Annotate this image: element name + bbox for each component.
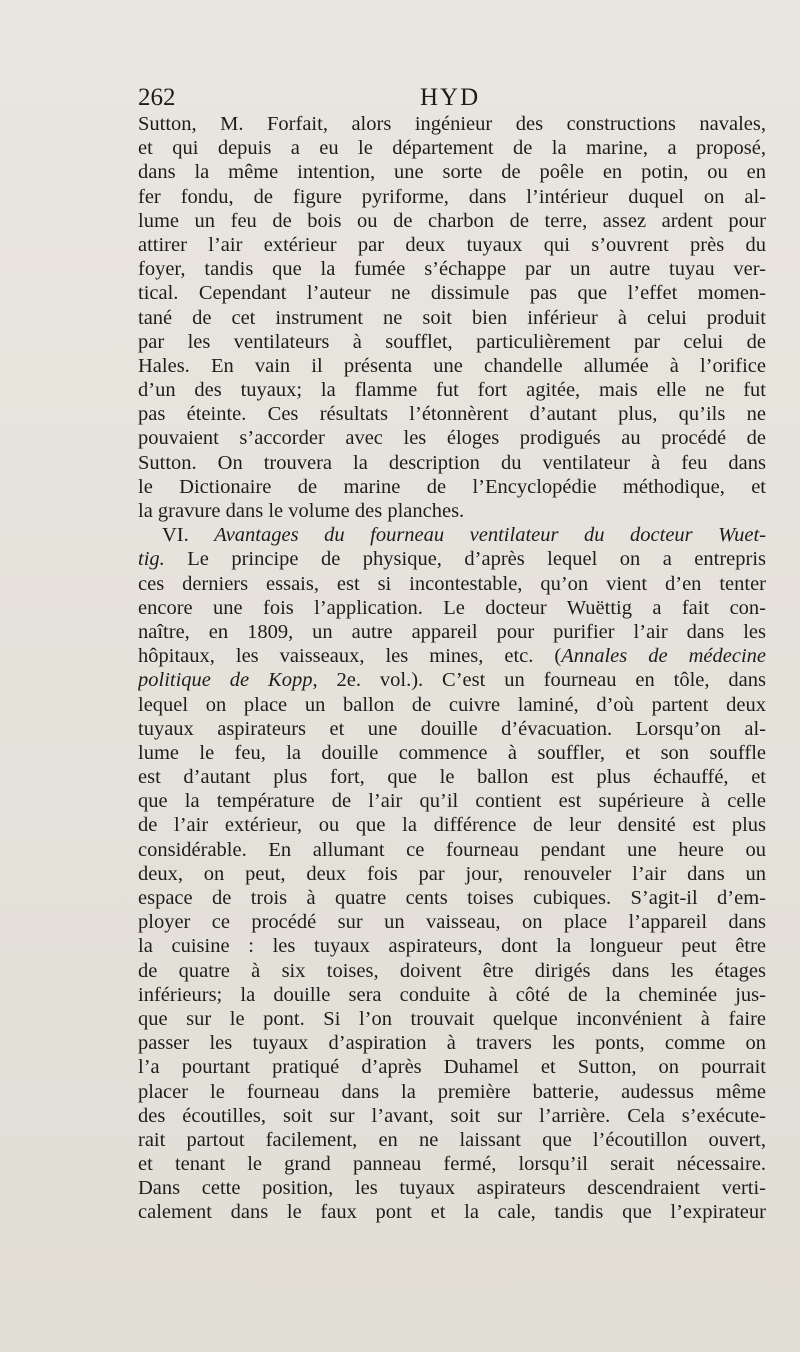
body-line: pouvaient s’accorder avec les éloges prodigués au procédé de [138,427,766,450]
body-line: espace de trois à quatre cents toises cubiques. S’agit-il d’em- [138,887,766,909]
body-line: la gravure dans le volume des planches. [138,500,465,522]
body-text [138,112,766,1225]
body-line: de l’air extérieur, ou que la différence de leur densité est plus [138,814,766,837]
body-line: naître, en 1809, un autre appareil pour purifier l’air dans les [138,620,766,643]
body-line: pas éteinte. Ces résultats l’étonnèrent d’autant plus, qu’ils ne [138,403,766,426]
body-line: Sutton, M. Forfait, alors ingénieur des constructions navales, [138,113,766,135]
citation-italic: Annales de médecine [561,645,766,668]
paragraph-wuettig [138,572,766,669]
body-line: considérable. En allumant ce fourneau pendant une heure ou [138,838,766,861]
body-line: dans la même intention, une sorte de poêle en potin, ou en [138,161,766,184]
page-number: 262 [138,84,176,111]
paragraph-ventilation [138,112,766,523]
body-line: placer le fourneau dans la première batterie, audessus même [138,1080,766,1103]
body-line-text: hôpitaux, les vaisseaux, les mines, etc. ( [138,645,562,668]
body-line: rait partout facilement, en ne laissant que l’écoutillon ouvert, [138,1128,766,1151]
body-line: des écoutilles, soit sur l’avant, soit sur l’arrière. Cela s’exécute- [138,1104,766,1127]
body-line: Hales. En vain il présenta une chandelle allumée à l’orifice [138,354,766,377]
body-line: l’a pourtant pratiqué d’après Duhamel et Sutton, on pourrait [138,1056,766,1079]
body-line: est d’autant plus fort, que le ballon est plus échauffé, et [138,766,766,789]
body-line: ces derniers essais, est si incontestable, qu’on vient d’en tenter [138,572,766,595]
body-line [138,668,766,692]
body-line [138,644,766,668]
body-line: ployer ce procédé sur un vaisseau, on place l’appareil dans [138,911,766,934]
body-line: d’un des tuyaux; la flamme fut fort agitée, mais elle ne fut [138,379,766,402]
body-line: lume un feu de bois ou de charbon de terre, assez ardent pour [138,209,766,232]
body-line-text: Le principe de physique, d’après lequel on a entrepris [164,548,766,571]
body-line: fer fondu, de figure pyriforme, dans l’intérieur duquel on al- [138,185,766,208]
body-line: passer les tuyaux d’aspiration à travers les ponts, comme on [138,1032,766,1055]
body-line: lume le feu, la douille commence à souffler, et son souffle [138,741,766,764]
section-number: VI. [162,524,189,547]
body-line: tical. Cependant l’auteur ne dissimule pas que l’effet momen- [138,282,766,305]
body-line: par les ventilateurs à soufflet, particulièrement par celui de [138,330,766,353]
body-line: la cuisine : les tuyaux aspirateurs, dont la longueur peut être [138,935,766,958]
body-line [138,547,766,571]
body-line: que sur le pont. Si l’on trouvait quelque inconvénient à faire [138,1007,766,1030]
paragraph-continued [138,693,766,1225]
running-head: HYD [420,84,481,111]
body-line: et tenant le grand panneau fermé, lorsqu’il serait nécessaire. [138,1153,766,1176]
section-title: Avantages du fourneau ventilateur du docteur Wuet- [214,524,766,547]
body-line: tuyaux aspirateurs et une douille d’évacuation. Lorsqu’on al- [138,717,766,740]
body-line: le Dictionaire de marine de l’Encyclopédie méthodique, et [138,475,766,498]
section-title-continued: tig. [138,548,165,571]
page-header [138,84,766,112]
body-line: tané de cet instrument ne soit bien inférieur à celui produit [138,306,766,329]
body-line-text: , 2e. vol.). C’est un fourneau en tôle, dans [312,669,766,692]
body-line: attirer l’air extérieur par deux tuyaux qui s’ouvrent près du [138,233,766,256]
body-line: inférieurs; la douille sera conduite à côté de la cheminée jus- [138,983,766,1006]
body-line: foyer, tandis que la fumée s’échappe par un autre tuyau ver- [138,258,766,281]
body-line: Sutton. On trouvera la description du ventilateur à feu dans [138,451,766,474]
body-line: que la température de l’air qu’il contient est supérieure à celle [138,790,766,813]
body-line: lequel on place un ballon de cuivre laminé, d’où partent deux [138,693,766,716]
section-heading-line [138,523,766,547]
body-line: de quatre à six toises, doivent être dirigés dans les étages [138,959,766,982]
body-line: et qui depuis a eu le département de la marine, a proposé, [138,137,766,160]
citation-italic: politique de Kopp [138,669,313,692]
body-line: encore une fois l’application. Le docteur Wuëttig a fait con- [138,596,766,619]
body-line: deux, on peut, deux fois par jour, renouveler l’air dans un [138,862,766,885]
body-line: calement dans le faux pont et la cale, tandis que l’expirateur [138,1201,766,1224]
body-line: Dans cette position, les tuyaux aspirateurs descendraient verti- [138,1177,766,1200]
